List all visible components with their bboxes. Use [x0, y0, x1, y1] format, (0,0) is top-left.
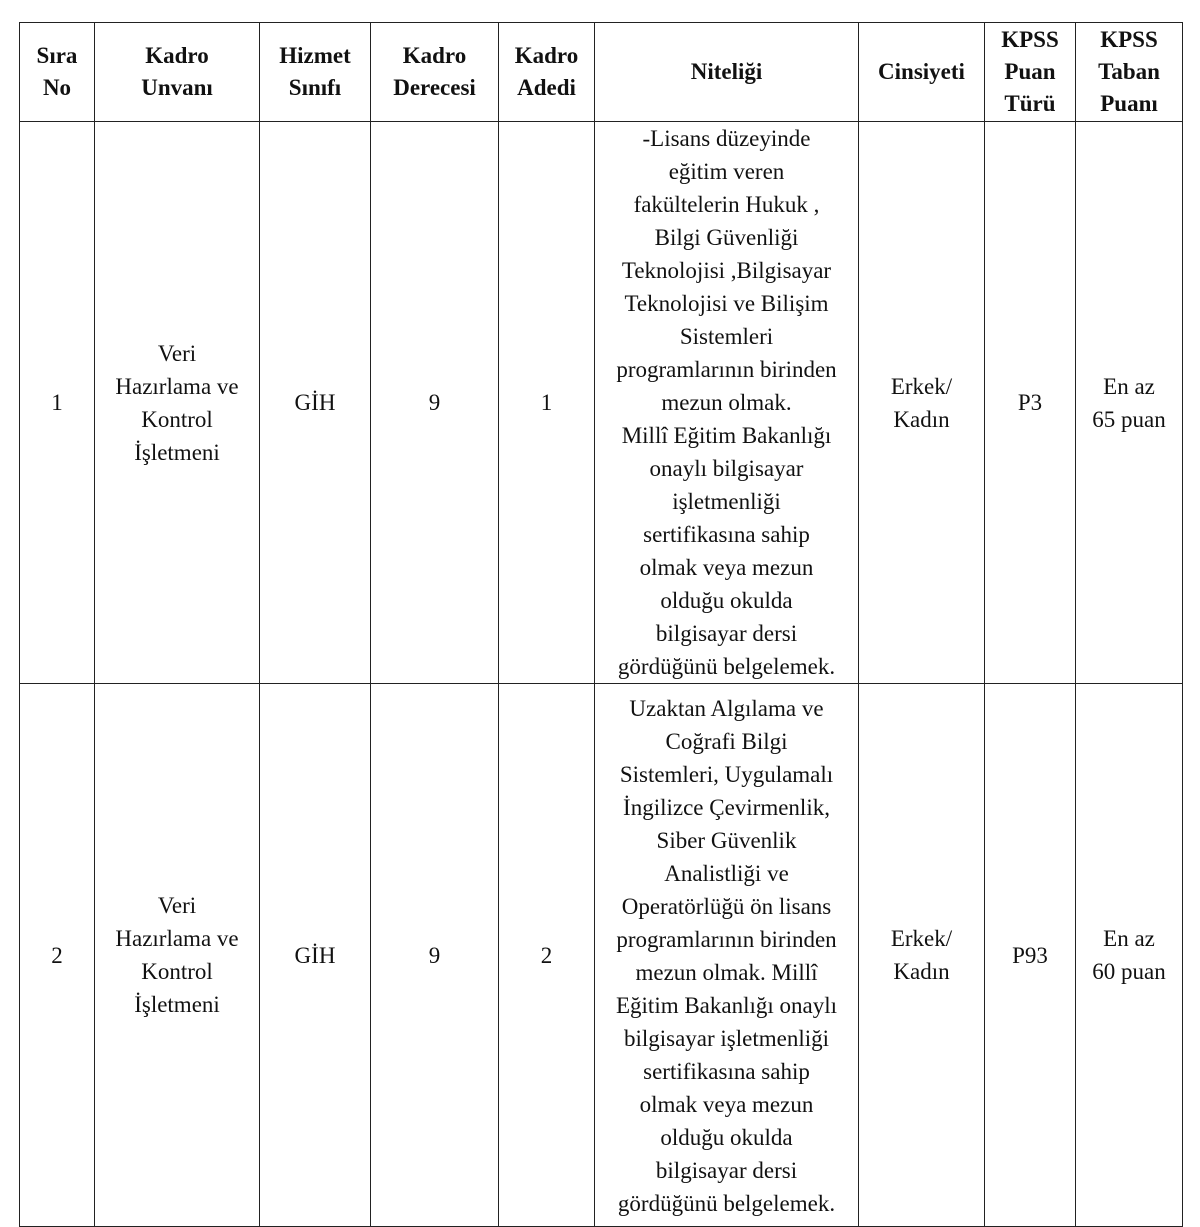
table-row	[20, 684, 1183, 1227]
header-line: Sıra	[36, 43, 78, 68]
header-kadro-adedi	[499, 23, 595, 122]
nitelik-line: Coğrafi Bilgi	[665, 729, 788, 754]
cell-kpss-taban-puani	[1076, 122, 1183, 684]
cell-kadro-derecesi: 9	[371, 122, 499, 684]
header-niteligi	[595, 23, 859, 122]
header-line: Niteliği	[690, 59, 763, 84]
table-row	[20, 122, 1183, 684]
cell-line: İşletmeni	[134, 439, 220, 465]
nitelik-line: Sistemleri, Uygulamalı	[619, 762, 834, 787]
kadro-table	[19, 22, 1183, 1227]
cell-kadro-unvani	[95, 122, 260, 684]
cell-cinsiyeti	[859, 122, 985, 684]
cell-sira-no: 2	[20, 684, 95, 1227]
cell-line: 65 puan	[1092, 406, 1166, 432]
header-kadro-derecesi	[371, 23, 499, 122]
nitelik-line: olduğu okulda	[660, 1125, 793, 1150]
cell-hizmet-sinifi: GİH	[260, 684, 371, 1227]
cell-line: Erkek/	[890, 926, 953, 951]
header-line: Puanı	[1100, 91, 1158, 116]
header-kpss-taban-puani	[1076, 23, 1183, 122]
header-line: Cinsiyeti	[878, 59, 965, 84]
cell-line: Kontrol	[141, 406, 213, 432]
nitelik-line: eğitim veren	[668, 159, 785, 184]
cell-kpss-taban-puani	[1076, 684, 1183, 1227]
nitelik-line: olmak veya mezun	[639, 555, 814, 580]
header-kadro-unvani	[95, 23, 260, 122]
nitelik-line: olduğu okulda	[660, 588, 793, 613]
nitelik-line: bilgisayar dersi	[655, 1158, 798, 1183]
header-hizmet-sinifi	[260, 23, 371, 122]
header-line: KPSS	[1100, 27, 1158, 52]
header-line: Kadro	[402, 43, 467, 68]
nitelik-line: Eğitim Bakanlığı onaylı	[615, 993, 838, 1018]
cell-hizmet-sinifi: GİH	[260, 122, 371, 684]
nitelik-line: gördüğünü belgelemek.	[617, 1191, 836, 1216]
nitelik-line: İngilizce Çevirmenlik,	[623, 795, 830, 820]
nitelik-line: Siber Güvenlik	[656, 828, 797, 853]
nitelik-line: mezun olmak.	[661, 390, 792, 415]
nitelik-line: olmak veya mezun	[639, 1092, 814, 1117]
header-line: Taban	[1098, 59, 1160, 84]
cell-line: İşletmeni	[134, 992, 220, 1017]
nitelik-line: gördüğünü belgelemek.	[617, 654, 836, 679]
header-line: Kadro	[145, 43, 209, 68]
header-row	[20, 23, 1183, 122]
nitelik-line: sertifikasına sahip	[643, 522, 810, 547]
nitelik-line: mezun olmak. Millî	[635, 960, 818, 985]
cell-kadro-unvani	[95, 684, 260, 1227]
cell-line: Veri	[157, 893, 197, 918]
nitelik-line: Teknolojisi ve Bilişim	[624, 291, 829, 316]
nitelik-line: bilgisayar dersi	[655, 621, 798, 646]
cell-line: Hazırlama ve	[115, 926, 239, 951]
header-line: No	[42, 75, 72, 100]
cell-line: Veri	[157, 340, 197, 366]
nitelik-line: Analistliği ve	[664, 861, 789, 886]
cell-line: 60 puan	[1092, 959, 1166, 984]
nitelik-line: Teknolojisi ,Bilgisayar	[621, 258, 832, 283]
header-line: Derecesi	[393, 75, 476, 100]
nitelik-line: programlarının birinden	[616, 357, 837, 382]
header-sira-no	[20, 23, 95, 122]
nitelik-line: -Lisans düzeyinde	[642, 126, 811, 151]
cell-kpss-puan-turu: P93	[985, 684, 1076, 1227]
cell-line: Hazırlama ve	[115, 373, 239, 399]
nitelik-line: programlarının birinden	[616, 927, 837, 952]
cell-line: Kadın	[893, 959, 950, 984]
header-line: Kadro	[514, 43, 579, 68]
nitelik-line: sertifikasına sahip	[643, 1059, 810, 1084]
cell-kadro-adedi: 2	[499, 684, 595, 1227]
header-line: KPSS	[1001, 27, 1059, 52]
cell-niteligi	[595, 684, 859, 1227]
nitelik-line: fakültelerin Hukuk ,	[633, 192, 820, 217]
cell-line: Kadın	[893, 406, 950, 432]
cell-cinsiyeti	[859, 684, 985, 1227]
header-line: Türü	[1004, 91, 1056, 116]
cell-kpss-puan-turu: P3	[985, 122, 1076, 684]
header-cinsiyeti	[859, 23, 985, 122]
cell-line: En az	[1103, 926, 1155, 951]
header-kpss-puan-turu	[985, 23, 1076, 122]
nitelik-line: Sistemleri	[679, 324, 774, 349]
nitelik-line: onaylı bilgisayar	[649, 456, 804, 481]
cell-kadro-adedi: 1	[499, 122, 595, 684]
nitelik-line: işletmenliği	[672, 489, 781, 514]
header-line: Puan	[1004, 59, 1056, 84]
cell-niteligi	[595, 122, 859, 684]
header-line: Adedi	[517, 75, 576, 100]
nitelik-line: Operatörlüğü ön lisans	[621, 894, 832, 919]
nitelik-line: bilgisayar işletmenliği	[623, 1026, 830, 1051]
header-line: Unvanı	[141, 75, 213, 100]
header-line: Hizmet	[279, 43, 351, 68]
cell-line: Erkek/	[890, 373, 953, 399]
header-line: Sınıfı	[288, 75, 342, 100]
nitelik-line: Bilgi Güvenliği	[654, 225, 799, 250]
cell-line: En az	[1103, 373, 1155, 399]
nitelik-line: Millî Eğitim Bakanlığı	[621, 423, 832, 448]
nitelik-line: Uzaktan Algılama ve	[629, 696, 824, 721]
cell-line: Kontrol	[141, 959, 213, 984]
cell-kadro-derecesi: 9	[371, 684, 499, 1227]
cell-sira-no: 1	[20, 122, 95, 684]
